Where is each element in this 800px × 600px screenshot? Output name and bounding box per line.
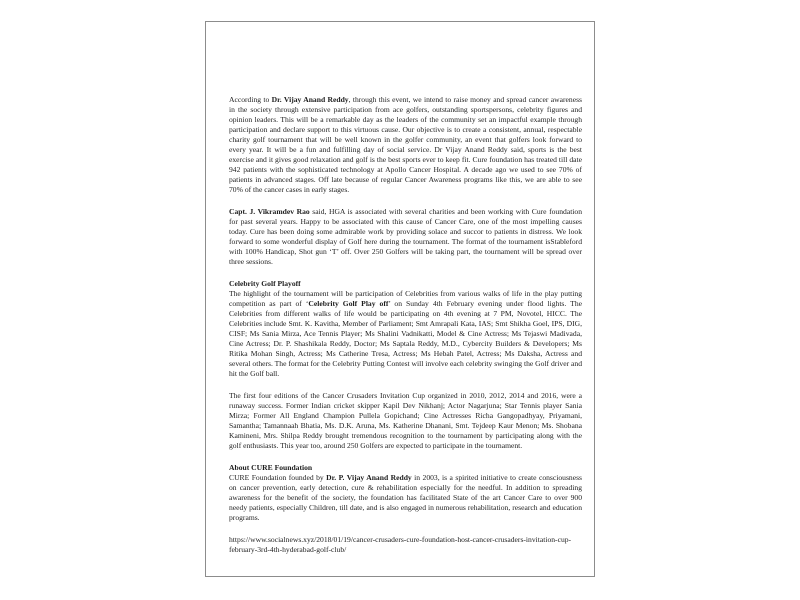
intro-paragraph: [229, 95, 582, 195]
document-content: [229, 95, 582, 555]
text-run: https://www.socialnews.xyz/2018/01/19/cancer-crusaders-cure-foundation-host-cancer-crusaders-invitation-cup-february-3rd-4th-hyderabad-golf-club/: [229, 535, 572, 554]
text-run: in 2003, is a spirited initiative to create consciousness on cancer prevention, early detection, cure & rehabilitation especially for the needful. In addition to spreading awareness for the benefit of the society, the foundation has facilitated State of the art Cancer Care to over 900 needy patients, especially Children, till date, and is also engaged in numerous rehabilitation, research and education programs.: [229, 473, 582, 522]
text-run: ’ on Sunday 4th February evening under flood lights. The Celebrities from different walks of life would be participating on 4th evening at 7 PM, Novotel, HICC. The Celebrities include Smt. K. Kavitha, Member of Parliament; Smt Amrapali Kata, IAS; Smt Shikha Goel, IPS, DIG, CISF; Ms Sania Mirza, Ace Tennis Player; Ms Shalini Vadnikatti, Model & Cine Actress; Ms Tejaswi Madivada, Cine Actress; Dr. P. Shashikala Reddy, Doctor; Ms Saptala Reddy, M.D., Cybercity Builders & Developers; Ms Ritika Mohan Singh, Actress; Ms Catherine Tresa, Actress; Ms Hebah Patel, Actress; Ms Daksha, Actress and several others. The format for the Celebrity Putting Contest will involve each celebrity swinging the Golf driver and hit the Golf ball.: [229, 299, 582, 378]
text-run: The first four editions of the Cancer Crusaders Invitation Cup organized in 2010, 2012, 2014 and 2016, were a runaway success. Former Indian cricket skipper Kapil Dev Nikhanj; Actor Nagarjuna; Star Tennis player Sania Mirza; Former All England Champion Pullela Gopichand; Cine Actresses Richa Gangopadhyay, Priyamani, Samantha; Tamannaah Bhatia, Ms. D.K. Aruna, Ms. Katherine Dhanani, Smt. Tejdeep Kaur Menon; Ms. Shobana Kamineni, Mrs. Shilpa Reddy brought tremendous recognition to the tournament by participating along with the golf enthusiasts. This year too, around 250 Golfers are expected to participate in the tournament.: [229, 391, 582, 450]
text-run: CURE Foundation founded by: [229, 473, 327, 482]
bold-text-run: Celebrity Golf Play off: [308, 299, 389, 308]
vikramdev-rao-paragraph: [229, 207, 582, 267]
celebrity-playoff-paragraph: [229, 289, 582, 379]
text-run: The highlight of the tournament will be participation of Celebrities from various walks of life in the play putting competition as part of ‘: [229, 289, 582, 308]
bold-text-run: About CURE Foundation: [229, 463, 313, 472]
source-url: [229, 535, 582, 555]
about-cure-paragraph: [229, 473, 582, 523]
past-editions-paragraph: [229, 391, 582, 451]
text-run: According to: [229, 95, 272, 104]
bold-text-run: Dr. P. Vijay Anand Reddy: [326, 473, 412, 482]
bold-text-run: Dr. Vijay Anand Reddy: [271, 95, 349, 104]
bold-text-run: Capt. J. Vikramdev Rao: [229, 207, 310, 216]
document-page: [205, 21, 595, 577]
text-run: said, HGA is associated with several charities and been working with Cure foundation for past several years. Happy to be associated with this cause of Cancer Care, one of the most impelling causes today. Cure has been doing some admirable work by providing solace and succor to patients in distress. We look forward to some wonderful display of Golf here during the tournament. The format of the tournament isStableford with 100% Handicap, Shot gun ‘T’ off. Over 250 Golfers will be taking part, the tournament will be spread over three sessions.: [229, 207, 583, 266]
about-cure-heading: [229, 463, 582, 473]
bold-text-run: Celebrity Golf Playoff: [229, 279, 301, 288]
text-run: , through this event, we intend to raise money and spread cancer awareness in the society through extensive participation from ace golfers, outstanding sportspersons, celebrity figures and opinion leaders. This will be a remarkable day as the leaders of the community set an impactful example through participation and declare support to this virtuous cause. Our objective is to create a consistent, annual, respectable charity golf tournament that will be well known in the golfer community, an event that golfers look forward to every year. It will be a fun and fulfilling day of social service. Dr Vijay Anand Reddy said, sports is the best exercise and it gives good relaxation and golf is the best sports ever to keep fit. Cure foundation has treated till date 942 patients with the sophisticated technology at Apollo Cancer Hospital. A decade ago we used to see 70% of patients in advanced stages. Off late because of regular Cancer Awareness programs like this, we are able to see 70% of the cancer cases in early stages.: [229, 95, 582, 194]
celebrity-golf-playoff-heading: [229, 279, 582, 289]
